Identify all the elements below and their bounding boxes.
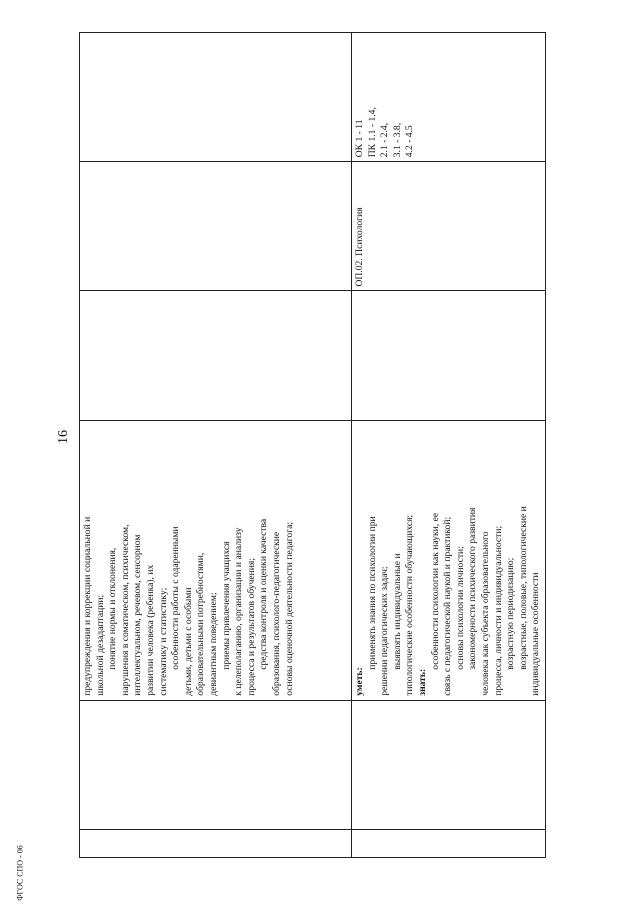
text-line: понятие нормы и отклонения, [107,547,119,670]
text-line: особенности работы с одаренными [170,526,182,670]
table-row [352,33,546,858]
text-line: связь с педагогической наукой и практикой; [442,516,454,696]
text-line: типологические особенности обучающихся; [404,514,416,696]
table-cell-requirements [352,420,546,700]
text-line: средства контроля и оценки качества [258,518,270,670]
text-line: нарушения в соматическом, психическом, [119,524,131,696]
text-line: 4.2 - 4.5 [404,125,416,158]
table-cell-empty [80,33,352,162]
footer-label [13,845,27,901]
table-cell-index [80,830,352,858]
text-line: развитии человека (ребенка), их [144,564,156,696]
text-line: предупреждения и коррекции социальной и [82,516,93,696]
table-cell-competencies [352,33,546,162]
discipline-name: ОП.02. Психология [354,207,366,287]
znat-list [430,425,543,696]
table-cell-empty [80,291,352,420]
text-line: выявлять индивидуальные и [391,553,403,670]
text-line: возрастные, половые, типологические и [517,506,529,670]
page-number [52,425,76,449]
umet-list [367,425,417,696]
table-cell-empty [352,291,546,420]
requirements-text [82,425,296,696]
text-line: приемы привлечения учащихся [220,541,232,670]
page-number-text: 16 [56,430,71,444]
table-cell-empty [80,700,352,829]
table-cell-requirements [80,420,352,700]
text-line: систематику и статистику; [157,587,169,696]
text-line: образования, психолого-педагогические [270,531,282,696]
heading-znat: знать: [417,668,429,696]
footer-text: ФГОС СПО - 06 [15,845,25,901]
text-line: девиантным поведением; [207,592,219,696]
competencies-list [354,37,417,157]
text-line: 3.1 - 3.8, [391,122,403,158]
text-line: человека как субъекта образовательного [480,531,492,696]
table [79,32,546,858]
text-line: интеллектуальном, речевом, сенсорном [132,534,144,696]
text-line: применять знания по психологии при [366,516,378,670]
text-line: ПК 1.1 - 1.4, [366,107,378,158]
text-line: образовательными потребностями, [195,552,207,696]
text-line: процесса, личности и индивидуальности; [492,525,504,696]
text-line: ОК 1 - 11 [354,119,366,158]
table-cell-discipline [352,162,546,291]
text-line: основы оценочной деятельности педагога; [283,521,295,696]
text-line: детьми, детьми с особыми [182,587,194,696]
text-line: закономерности психического развития [467,507,479,670]
table-cell-empty [352,700,546,829]
text-line: решении педагогических задач; [379,566,391,696]
curriculum-table [79,32,546,858]
heading-umet: уметь: [354,667,366,696]
table-cell-index [352,830,546,858]
text-line: к целеполаганию, организации и анализу [233,527,245,696]
text-line: возрастную периодизацию; [505,557,517,670]
table-row [80,33,352,858]
table-cell-empty [80,162,352,291]
text-line: индивидуальные особенности [530,572,542,696]
text-line: особенности психологии как науки, ее [429,512,441,670]
text-line: процесса и результатов обучения; [245,557,257,696]
text-line: школьной дезадаптации; [94,594,106,696]
text-line: основы психологии личности; [454,546,466,670]
text-line: 2.1 - 2.4, [379,122,391,158]
